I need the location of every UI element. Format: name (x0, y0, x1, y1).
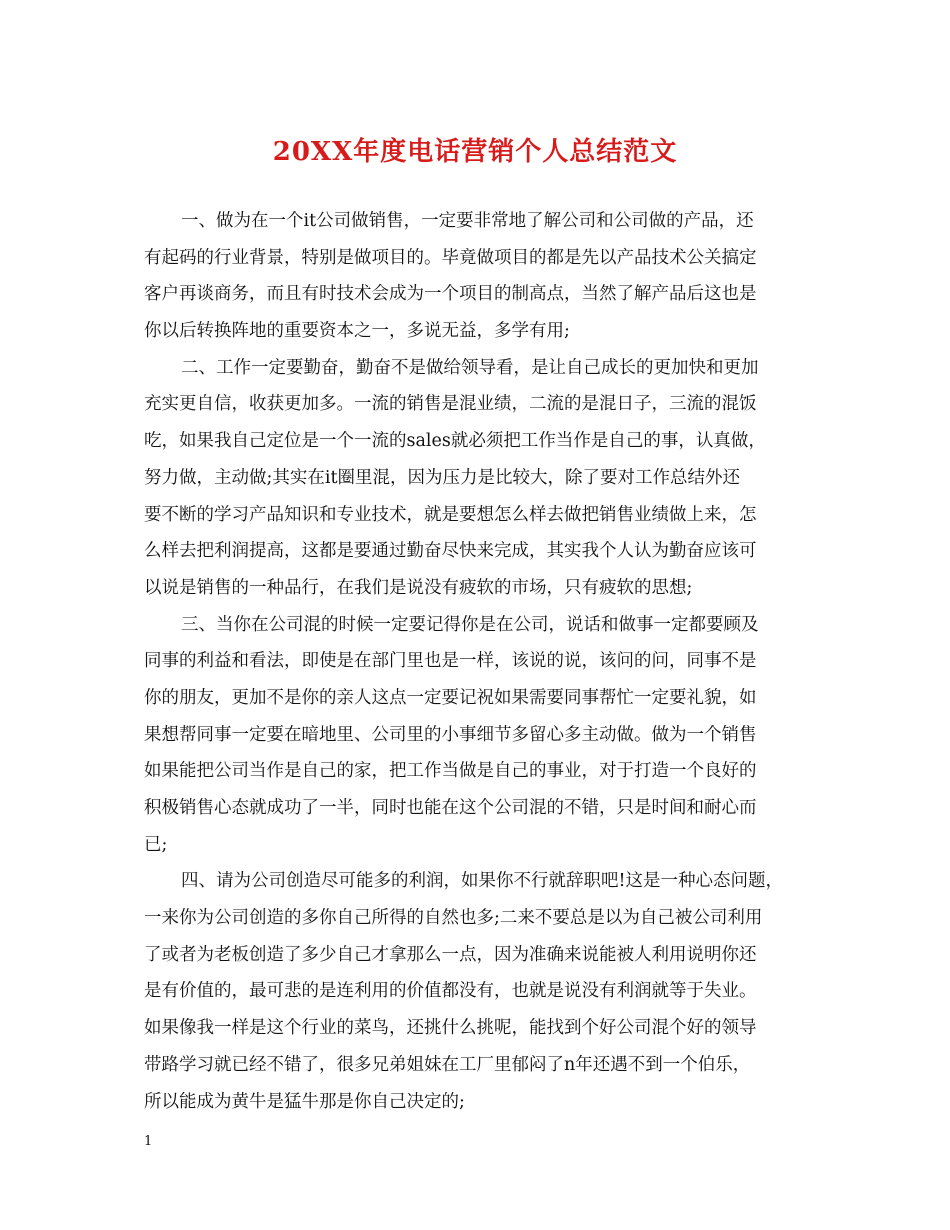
text-line: 努力做，主动做;其实在it圈里混，因为压力是比较大，除了要对工作总结外还 (144, 467, 741, 488)
document-body (144, 203, 809, 1120)
text-line: 吃，如果我自己定位是一个一流的sales就必须把工作当作是自己的事，认真做， (144, 431, 766, 452)
text-line: 充实更自信，收获更加多。一流的销售是混业绩，二流的是混日子，三流的混饭 (144, 394, 757, 415)
text-line: 要不断的学习产品知识和专业技术，就是要想怎么样去做把销售业绩做上来，怎 (144, 504, 757, 525)
text-line: 以说是销售的一种品行，在我们是说没有疲软的市场，只有疲软的思想; (144, 577, 693, 598)
text-line: 同事的利益和看法，即使是在部门里也是一样，该说的说，该问的问，同事不是 (144, 651, 757, 672)
text-line: 四、请为公司创造尽可能多的利润，如果你不行就辞职吧!这是一种心态问题， (181, 871, 784, 892)
text-line: 客户再谈商务，而且有时技术会成为一个项目的制高点，当然了解产品后这也是 (144, 284, 757, 305)
text-line: 积极销售心态就成功了一半，同时也能在这个公司混的不错，只是时间和耐心而 (144, 798, 757, 818)
text-line: 三、当你在公司混的时候一定要记得你是在公司，说话和做事一定都要顾及 (181, 614, 759, 635)
text-line: 如果能把公司当作是自己的家，把工作当做是自己的事业，对于打造一个良好的 (144, 761, 757, 782)
text-line: 如果像我一样是这个行业的菜鸟，还挑什么挑呢，能找到个好公司混个好的领导 (144, 1018, 757, 1039)
text-line: 一、做为在一个it公司做销售，一定要非常地了解公司和公司做的产品，还 (181, 211, 754, 231)
text-line: 已; (144, 834, 168, 855)
document-title: 20XX年度电话营销个人总结范文 (272, 137, 678, 167)
text-line: 所以能成为黄牛是猛牛那是你自己决定的; (144, 1091, 465, 1112)
paragraph-4 (144, 863, 809, 1120)
text-line: 二、工作一定要勤奋，勤奋不是做给领导看，是让自己成长的更加快和更加 (181, 357, 759, 378)
text-line: 了或者为老板创造了多少自己才拿那么一点，因为准确来说能被人利用说明你还 (144, 944, 757, 965)
text-line: 果想帮同事一定要在暗地里、公司里的小事细节多留心多主动做。做为一个销售 (144, 724, 757, 745)
text-line: 一来你为公司创造的多你自己所得的自然也多;二来不要总是以为自己被公司利用 (144, 908, 763, 929)
text-line: 你的朋友，更加不是你的亲人这点一定要记祝如果需要同事帮忙一定要礼貌，如 (144, 687, 757, 708)
text-line: 么样去把利润提高，这都是要通过勤奋尽快来完成，其实我个人认为勤奋应该可 (144, 541, 757, 562)
text-line: 带路学习就已经不错了，很多兄弟姐妹在工厂里郁闷了n年还遇不到一个伯乐， (144, 1054, 751, 1075)
text-line: 是有价值的，最可悲的是连利用的价值都没有，也就是说没有利润就等于失业。 (144, 981, 757, 1002)
paragraph-3 (144, 607, 809, 864)
text-line: 有起码的行业背景，特别是做项目的。毕竟做项目的都是先以产品技术公关搞定 (144, 247, 757, 268)
text-line: 你以后转换阵地的重要资本之一，多说无益，多学有用; (144, 321, 570, 342)
paragraph-2 (144, 350, 809, 607)
paragraph-1 (144, 203, 809, 350)
page-number: 1 (144, 1134, 153, 1149)
